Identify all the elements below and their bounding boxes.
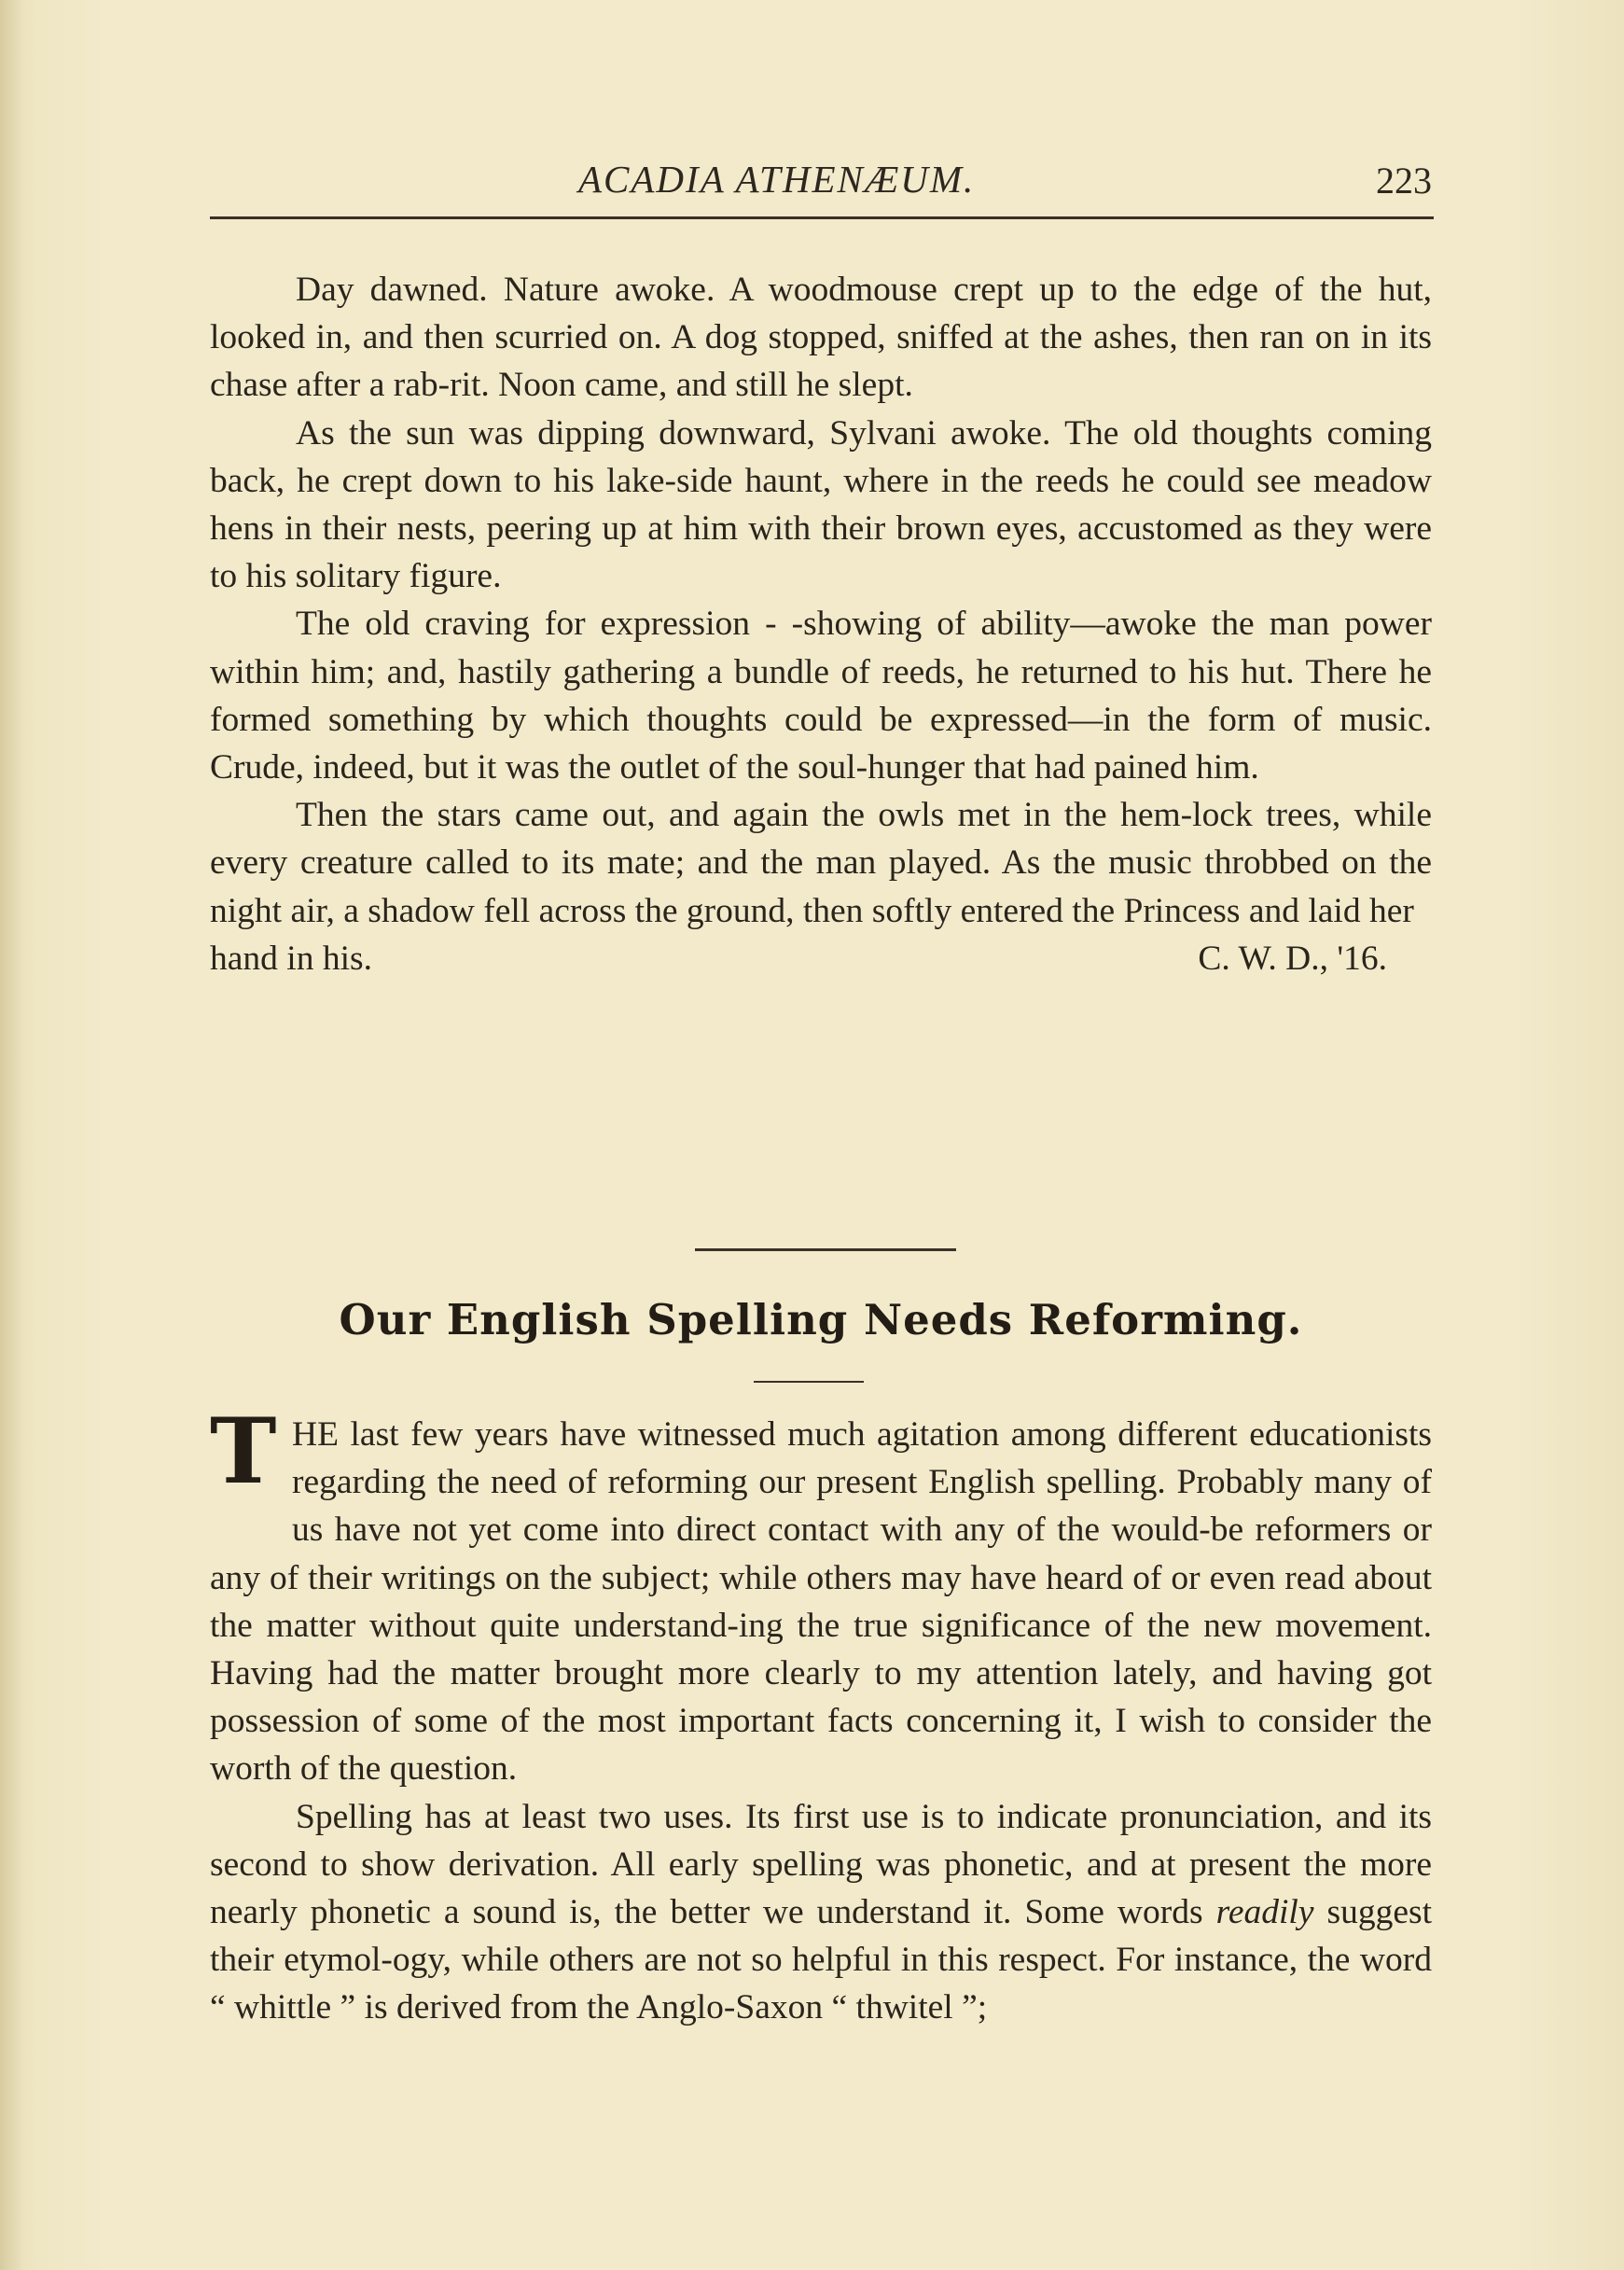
story-text (210, 266, 1432, 982)
header-rule (210, 216, 1434, 219)
article-paragraph (210, 1399, 1432, 1793)
article-title: Our English Spelling Needs Reforming. (339, 1295, 1303, 1344)
story-last-line: hand in his. (210, 939, 372, 978)
article-text (210, 1399, 1433, 2032)
article-paragraph (210, 1793, 1432, 2032)
author-signature: C. W. D., '16. (1198, 939, 1387, 978)
article-paragraph-text: HE last few years have witnessed much agitation among different educationists regarding the need of reforming our present English spelling. Probably many of us have not yet come into direct contact with any of the would-be reformers or any of their writings on the subject; while others may have heard of or even read about the matter without quite understand-ing the true significance of the new movement. Having had the matter brought more clearly to my attention lately, and having got possession of some of the most important facts concerning it, I wish to consider the worth of the question. (210, 1415, 1432, 1789)
running-title: ACADIA ATHENÆUM. (578, 158, 976, 201)
page-binding-edge (0, 0, 21, 2270)
drop-cap: T (210, 1399, 277, 1504)
emphasized-word: readily (1215, 1893, 1314, 1932)
signoff-line (210, 935, 1432, 982)
article-text-run: Spelling has at least two uses. Its first use is to indicate pronunciation, and its second to show derivation. All early spelling was phonetic, and at present the more nearly phonetic a sound is, the better we understand it. Some words (210, 1797, 1432, 1932)
title-underline (754, 1381, 864, 1383)
section-divider (695, 1248, 956, 1251)
story-paragraph: Day dawned. Nature awoke. A woodmouse crept up to the edge of the hut, looked in, and then scurried on. A dog stopped, sniffed at the ashes, then ran on in its chase after a rab-rit. Noon came, and still he slept. (210, 271, 1432, 405)
running-header (210, 157, 1432, 213)
page-number: 223 (1376, 160, 1432, 202)
article-text-run: suggest their etymol-ogy, while others are not so helpful in this respect. For instance, the word “ whittle ” is derived from the Anglo-Saxon “ thwitel ”; (210, 1893, 1433, 2027)
story-paragraph: As the sun was dipping downward, Sylvani awoke. The old thoughts coming back, he crept down to his lake-side haunt, where in the reeds he could see meadow hens in their nests, peering up at him with their brown eyes, accustomed as they were to his solitary figure. (210, 413, 1432, 596)
story-paragraph: The old craving for expression - -showing of ability—awoke the man power within him; and, hastily gathering a bundle of reeds, he returned to his hut. There he formed something by which thoughts could be expressed—in the form of music. Crude, indeed, but it was the outlet of the soul-hunger that had pained him. (210, 605, 1432, 787)
story-paragraph: Then the stars came out, and again the owls met in the hem-lock trees, while every creature called to its mate; and the man played. As the music throbbed on the night air, a shadow fell across the ground, then softly entered the Princess and laid her (210, 796, 1432, 930)
